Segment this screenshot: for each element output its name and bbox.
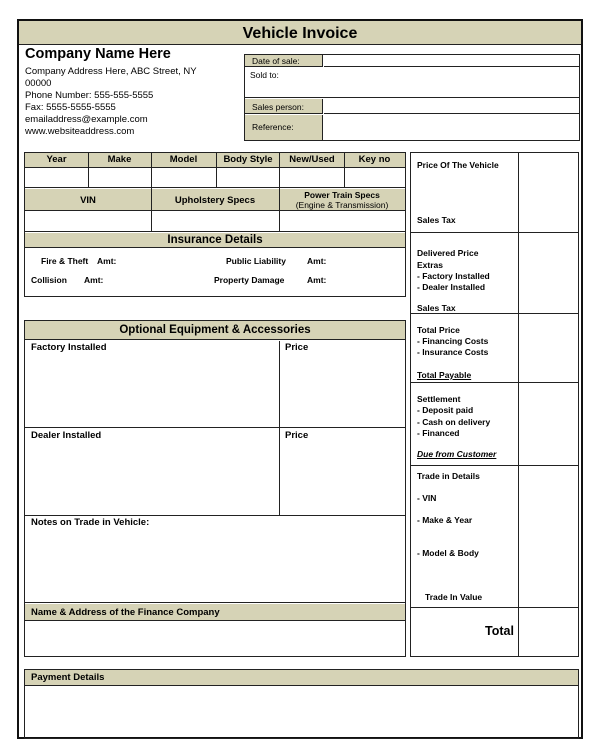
- power-train-subheader: (Engine & Transmission): [295, 200, 389, 210]
- equipment-heading: Optional Equipment & Accessories: [119, 324, 311, 336]
- payment-area[interactable]: [25, 687, 578, 730]
- sales-person-field[interactable]: [324, 99, 579, 114]
- finance-company-area[interactable]: [25, 622, 405, 656]
- dealer-installed-label: Dealer Installed: [31, 430, 102, 441]
- upholstery-header: Upholstery Specs: [174, 195, 256, 206]
- extras-label: Extras: [417, 260, 443, 270]
- dealer-price-label: Price: [285, 430, 309, 441]
- deposit-paid-label: - Deposit paid: [417, 405, 474, 415]
- payment-heading: Payment Details: [31, 672, 105, 683]
- new-used-header: New/Used: [289, 154, 335, 165]
- reference-field[interactable]: [324, 115, 579, 140]
- reference-label: Reference:: [252, 122, 294, 132]
- factory-price-label: Price: [285, 342, 309, 353]
- model-body-label: - Model & Body: [417, 548, 479, 558]
- insurance-costs-label: - Insurance Costs: [417, 347, 489, 357]
- trade-in-value-label: Trade In Value: [425, 592, 483, 602]
- finance-company-label: Name & Address of the Finance Company: [31, 607, 220, 618]
- sales-tax2-label: Sales Tax: [417, 303, 456, 313]
- notes-trade-area[interactable]: [25, 517, 405, 603]
- page-title: Vehicle Invoice: [242, 25, 358, 42]
- vehicle-values-row[interactable]: [25, 169, 405, 188]
- make-header: Make: [107, 154, 132, 165]
- summary-values-column: [518, 153, 519, 656]
- dealer-installed-area[interactable]: [25, 429, 405, 516]
- sales-person-label: Sales person:: [252, 102, 304, 112]
- trade-in-details-label: Trade in Details: [417, 471, 480, 481]
- total-payable-label: Total Payable: [417, 370, 472, 380]
- model-header: Model: [169, 154, 198, 165]
- company-name: Company Name Here: [25, 46, 171, 62]
- make-year-label: - Make & Year: [417, 515, 473, 525]
- cash-on-delivery-label: - Cash on delivery: [417, 417, 491, 427]
- company-fax: Fax: 5555-5555-5555: [25, 102, 116, 113]
- extras-dealer-label: - Dealer Installed: [417, 282, 486, 292]
- settlement-label: Settlement: [417, 394, 461, 404]
- factory-installed-label: Factory Installed: [31, 342, 107, 353]
- price-of-vehicle-label: Price Of The Vehicle: [417, 160, 499, 170]
- year-header: Year: [46, 154, 67, 165]
- company-email: emailaddress@example.com: [25, 114, 148, 125]
- factory-installed-area[interactable]: [25, 341, 405, 428]
- financed-label: - Financed: [417, 428, 460, 438]
- notes-trade-label: Notes on Trade in Vehicle:: [31, 517, 150, 528]
- key-no-header: Key no: [358, 154, 391, 165]
- insurance-heading: Insurance Details: [167, 234, 263, 246]
- fire-theft-label: Fire & Theft: [41, 256, 89, 266]
- payment-header-row: [25, 670, 578, 686]
- collision-label: Collision: [31, 275, 67, 285]
- company-address: Company Address Here, ABC Street, NY: [25, 66, 197, 77]
- collision-amt: Amt:: [84, 275, 104, 285]
- fire-theft-amt: Amt:: [97, 256, 117, 266]
- delivered-price-label: Delivered Price: [417, 248, 479, 258]
- total-price-label: Total Price: [417, 325, 460, 335]
- power-train-header: Power Train Specs: [304, 190, 380, 200]
- sold-to-label: Sold to:: [250, 70, 279, 80]
- company-zip: 00000: [25, 78, 52, 89]
- extras-factory-label: - Factory Installed: [417, 271, 490, 281]
- vin-header: VIN: [80, 195, 96, 206]
- sales-tax-label: Sales Tax: [417, 215, 456, 225]
- sold-to-field[interactable]: [245, 68, 579, 98]
- date-of-sale-label: Date of sale:: [252, 56, 300, 66]
- trade-vin-label: - VIN: [417, 493, 437, 503]
- total-label: Total: [485, 624, 514, 638]
- financing-costs-label: - Financing Costs: [417, 336, 489, 346]
- public-liability-label: Public Liability: [226, 256, 286, 266]
- company-website: www.websiteaddress.com: [25, 126, 135, 137]
- property-damage-amt: Amt:: [307, 275, 327, 285]
- property-damage-label: Property Damage: [214, 275, 285, 285]
- due-from-customer-label: Due from Customer: [417, 449, 497, 459]
- vin-values-row[interactable]: [25, 212, 405, 232]
- company-phone: Phone Number: 555-555-5555: [25, 90, 154, 101]
- date-of-sale-field[interactable]: [324, 55, 579, 67]
- public-liability-amt: Amt:: [307, 256, 327, 266]
- body-style-header: Body Style: [223, 154, 273, 165]
